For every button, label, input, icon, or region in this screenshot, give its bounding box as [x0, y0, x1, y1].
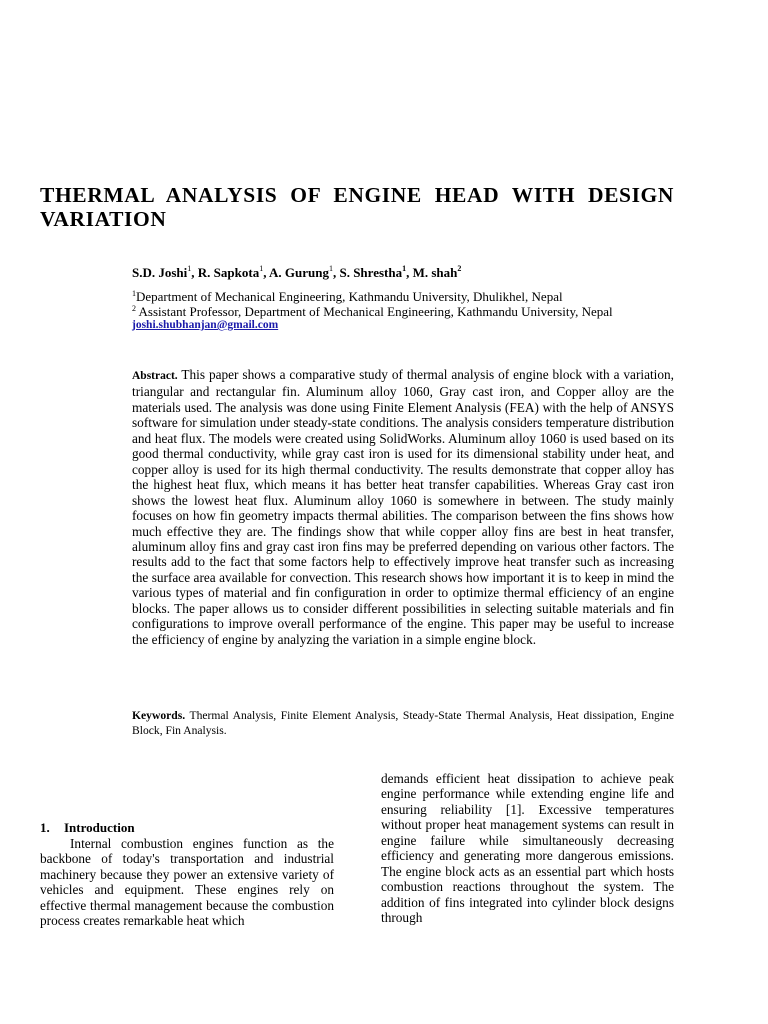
author-affiliation-mark: 1 [402, 264, 407, 273]
author-email-link[interactable]: joshi.shubhanjan@gmail.com [132, 319, 279, 331]
abstract-text: This paper shows a comparative study of thermal analysis of engine block with a variation, triangular and rectangular fin. Aluminum alloy 1060, Gray cast iron, and Copper alloy are the materials used. The analysis was done using Finite Element Analysis (FEA) with the help of ANSYS software for simulation under steady-state conditions. The analysis considers temperature distribution and heat flux. The models were created using SolidWorks. Aluminum alloy 1060 is used based on its good thermal conductivity, while gray cast iron is used for its dimensional stability under heat, and copper alloy is used for its high thermal conductivity. The results demonstrate that copper alloy has the highest heat flux, which means it has better heat transfer capabilities. Whereas Gray cast iron shows the lowest heat flux. Aluminum alloy 1060 is somewhere in between. The study mainly focuses on how fin geometry impacts thermal abilities. The comparison between the fins shows how much effective they are. The findings show that while copper alloy fins are best in heat transfer, aluminum alloy fins and gray cast iron fins may be preferred depending on various other factors. The results add to the fact that some factors help to effectively improve heat transfer such as increasing the surface area available for convection. This research shows how important it is to keep in mind the various types of material and fin configuration in order to optimize thermal efficiency of an engine blocks. The paper allows us to consider different possibilities in selecting suitable materials and fin configurations to improve overall performance of the engine. This paper may be useful to increase the efficiency of engine by analyzing the variation in a simple engine block. [132, 367, 674, 647]
affiliation-number: 2 [132, 304, 136, 313]
affiliation-2 [132, 304, 692, 319]
author-name: S. Shrestha [339, 265, 403, 280]
author-affiliation-mark: 1 [328, 264, 333, 273]
right-column [381, 771, 674, 926]
keywords-label: Keywords. [132, 709, 186, 722]
affiliation-text: Department of Mechanical Engineering, Kathmandu University, Dhulikhel, Nepal [136, 289, 563, 304]
abstract [132, 367, 674, 647]
author-name: A. Gurung [269, 265, 329, 280]
author-affiliation-mark: 1 [259, 264, 264, 273]
keywords-text: Thermal Analysis, Finite Element Analysis, Steady-State Thermal Analysis, Heat dissipation, Engine Block, Fin Analysis. [132, 709, 674, 737]
abstract-label: Abstract. [132, 370, 178, 382]
section-heading-introduction [40, 820, 334, 836]
section-title: Introduction [64, 820, 135, 835]
paper-title: THERMAL ANALYSIS OF ENGINE HEAD WITH DESIGN VARIATION [40, 183, 674, 231]
author-name: R. Sapkota [197, 265, 260, 280]
intro-paragraph-right: demands efficient heat dissipation to achieve peak engine performance while extending engine life and ensuring reliability [1]. Excessive temperatures without proper heat management systems can result in engine failure while simultaneously decreasing efficiency and generating more dangerous emissions. The engine block acts as an essential part which hosts combustion reactions throughout the system. The addition of fins integrated into cylinder block designs through [381, 771, 674, 926]
intro-paragraph-left: Internal combustion engines function as the backbone of today's transportation and industrial machinery because they power an extensive variety of vehicles and equipment. These engines rely on effective thermal management because the combustion process creates remarkable heat which [40, 836, 334, 929]
left-column [40, 820, 334, 929]
section-number: 1. [40, 820, 50, 835]
author-list: S.D. Joshi$^1$, R. Sapkota$^1$, A. Gurung$^1$, S. Shrestha$^1$, M. shah$^2$ [132, 264, 462, 280]
author-affiliation-mark: 1 [187, 264, 192, 273]
keywords [132, 709, 674, 738]
affiliation-1 [132, 289, 692, 304]
author-name: M. shah [412, 265, 458, 280]
affiliation-text: Assistant Professor, Department of Mechanical Engineering, Kathmandu University, Nepal [138, 304, 613, 319]
author-name: S.D. Joshi [132, 265, 188, 280]
affiliation-number: 1 [132, 289, 136, 298]
author-affiliation-mark: 2 [457, 264, 462, 273]
